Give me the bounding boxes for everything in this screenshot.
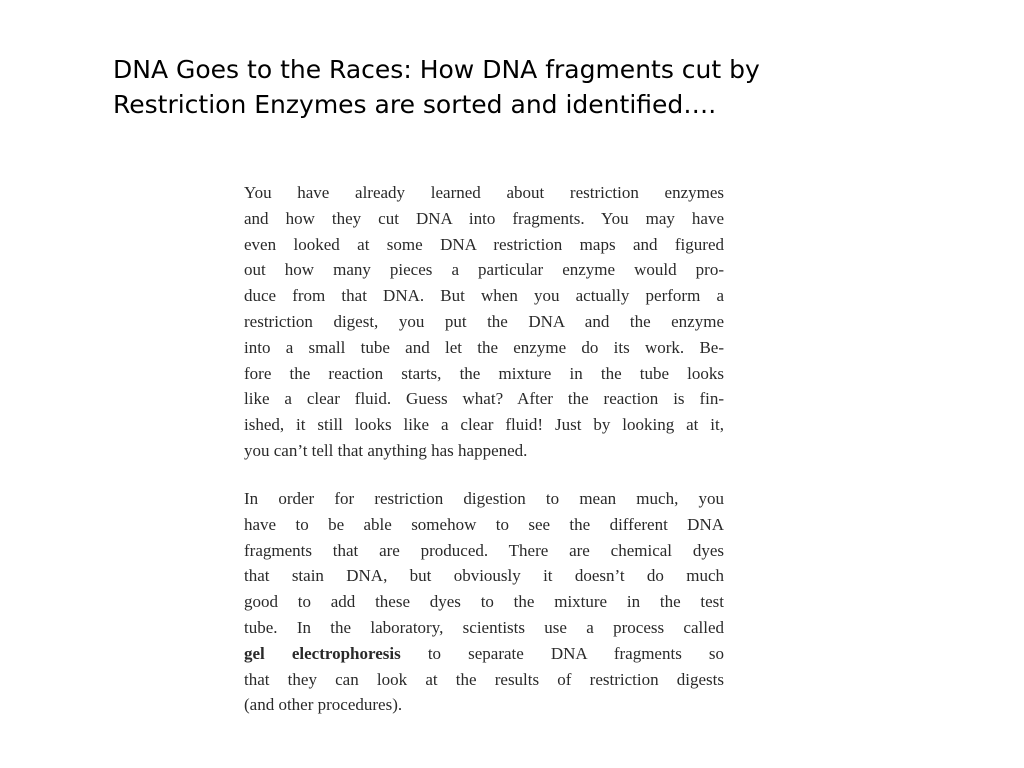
paragraph-2-line: that they can look at the results of restriction digests: [244, 669, 724, 689]
paragraph-2-line: have to be able somehow to see the different DNA: [244, 514, 724, 534]
scanned-text-image: [232, 172, 732, 720]
paragraph-1-line: even looked at some DNA restriction maps and figured: [244, 234, 724, 254]
paragraph-1-line: you can’t tell that anything has happened.: [244, 440, 528, 460]
paragraph-1-line: out how many pieces a particular enzyme would pro-: [244, 260, 724, 280]
bold-term-gel-electrophoresis: gel electrophoresis: [244, 643, 401, 663]
slide-title-line-2: Restriction Enzymes are sorted and identified….: [113, 90, 717, 119]
paragraph-1-line: You have already learned about restriction enzymes: [244, 183, 724, 202]
paragraph-2-line: fragments that are produced. There are chemical dyes: [244, 540, 724, 560]
slide-title: [113, 52, 873, 122]
paragraph-2-line: tube. In the laboratory, scientists use a process called: [244, 617, 724, 637]
scanned-paragraph-1: [232, 180, 724, 464]
paragraph-2-line: In order for restriction digestion to mean much, you: [244, 489, 724, 508]
paragraph-1-line: duce from that DNA. But when you actually perform a: [244, 286, 724, 306]
paragraph-1-line: ished, it still looks like a clear fluid! Just by looking at it,: [244, 415, 724, 435]
paragraph-2-line: that stain DNA, but obviously it doesn’t do much: [244, 566, 724, 586]
slide-title-line-1: DNA Goes to the Races: How DNA fragments cut by: [113, 55, 760, 84]
paragraph-1-line: into a small tube and let the enzyme do its work. Be-: [244, 337, 724, 357]
paragraph-2-line: good to add these dyes to the mixture in the test: [244, 592, 724, 612]
paragraph-1-line: like a clear fluid. Guess what? After the reaction is fin-: [244, 389, 724, 409]
paragraph-1-line: fore the reaction starts, the mixture in the tube looks: [244, 363, 724, 383]
scanned-paragraph-2: [232, 486, 724, 718]
paragraph-2-line: (and other procedures).: [244, 695, 403, 715]
paragraph-2-line-with-term: [244, 641, 724, 667]
bold-line-rest: to separate DNA fragments so: [400, 643, 724, 663]
paragraph-1-line: and how they cut DNA into fragments. You may have: [244, 208, 724, 228]
paragraph-1-line: restriction digest, you put the DNA and the enzyme: [244, 311, 724, 331]
